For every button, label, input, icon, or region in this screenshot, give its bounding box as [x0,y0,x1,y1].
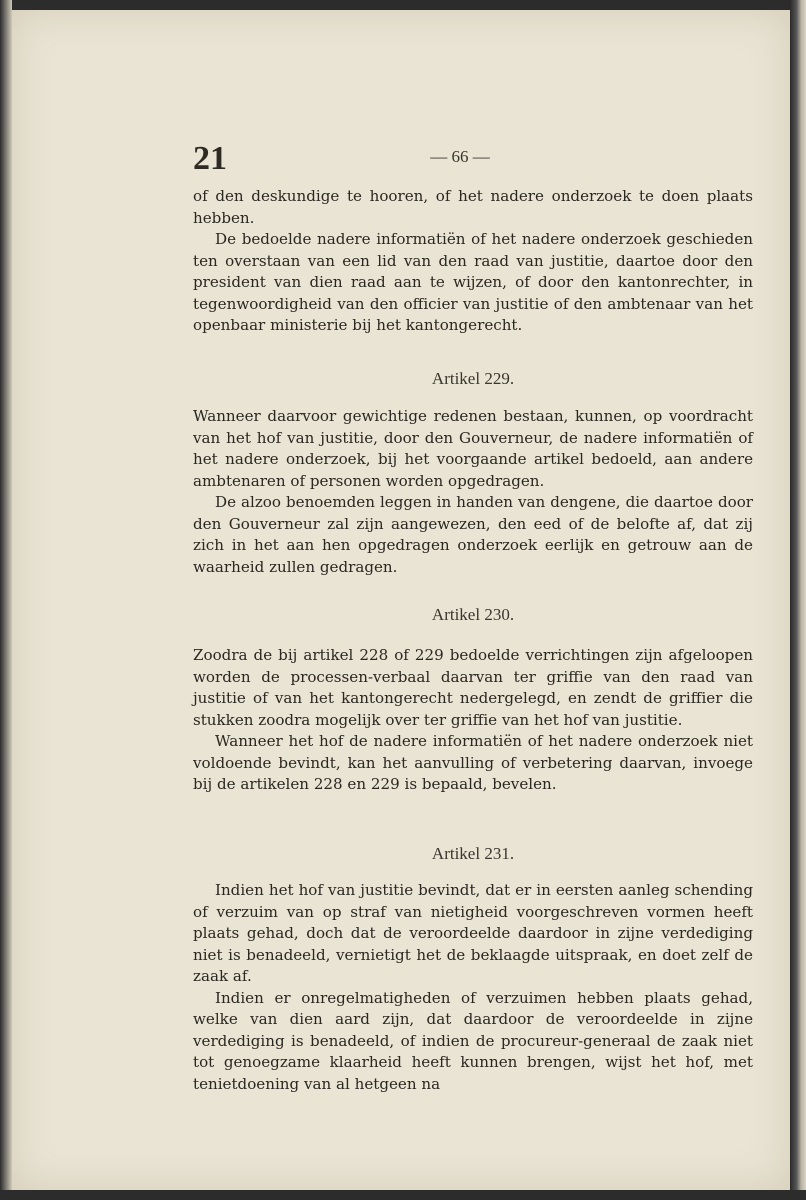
paragraph: De bedoelde nadere informatiën of het nadere onderzoek geschieden ten overstaan van een lid van den raad van justitie, daartoe door den president van dien raad aan te wijzen, of door den kantonrechter, in tegenwoordigheid van den officier van justitie of den ambtenaar van het openbaar ministerie bij het kantongerecht. [193,230,753,334]
section-continuation [193,186,753,337]
folio-number: 21 [193,140,227,177]
article-229-body [193,406,753,578]
article-231-body [193,880,753,1095]
paragraph: De alzoo benoemden leggen in handen van dengene, die daartoe door den Gouverneur zal zijn aangewezen, den eed of de belofte af, dat zij zich in het aan hen opgedragen onderzoek eerlijk en getrouw aan de waarheid zullen gedragen. [193,493,753,576]
paragraph: of den deskundige te hooren, of het nadere onderzoek te doen plaats hebben. [193,187,753,227]
paragraph: Indien er onregelmatigheden of verzuimen hebben plaats gehad, welke van dien aard zijn, dat daardoor de veroordeelde in zijne verdediging is benadeeld, of indien de procureur-generaal de zaak niet tot genoegzame klaarheid heeft kunnen brengen, wijst het hof, met tenietdoening van al hetgeen na [193,988,753,1093]
article-230-body [193,645,753,796]
scan-border-left [0,0,12,1200]
paragraph: Wanneer daarvoor gewichtige redenen bestaan, kunnen, op voordracht van het hof van justitie, door den Gouverneur, de nadere informatiën of het nadere onderzoek, bij het voorgaande artikel bedoeld, aan andere ambtenaren of personen worden opgedragen. [193,407,753,490]
article-heading: Artikel 229. [431,369,515,388]
book-spine-edge [790,0,806,1200]
page-number: — 66 — [430,147,490,166]
paragraph: Indien het hof van justitie bevindt, dat er in eersten aanleg schending of verzuim van op straf van nietigheid voorgeschreven vormen heeft plaats gehad, doch dat de veroordeelde daardoor in zijne verdediging niet is benadeeld, vernietigt het de beklaagde uitspraak, en doet zelf de zaak af. [193,881,753,985]
article-heading: Artikel 230. [431,605,515,624]
scan-border-bottom [0,1190,806,1200]
paragraph: Zoodra de bij artikel 228 of 229 bedoelde verrichtingen zijn afgeloopen worden de processen-verbaal daarvan ter griffie van den raad van justitie of van het kantongerecht nedergelegd, en zendt de griffier die stukken zoodra mogelijk over ter griffie van het hof van justitie. [193,646,753,729]
article-heading: Artikel 231. [431,844,515,863]
scan-border-top [0,0,806,10]
paragraph: Wanneer het hof de nadere informatiën of het nadere onderzoek niet voldoende bevindt, kan het aanvulling of verbetering daarvan, invoege bij de artikelen 228 en 229 is bepaald, bevelen. [193,732,753,793]
